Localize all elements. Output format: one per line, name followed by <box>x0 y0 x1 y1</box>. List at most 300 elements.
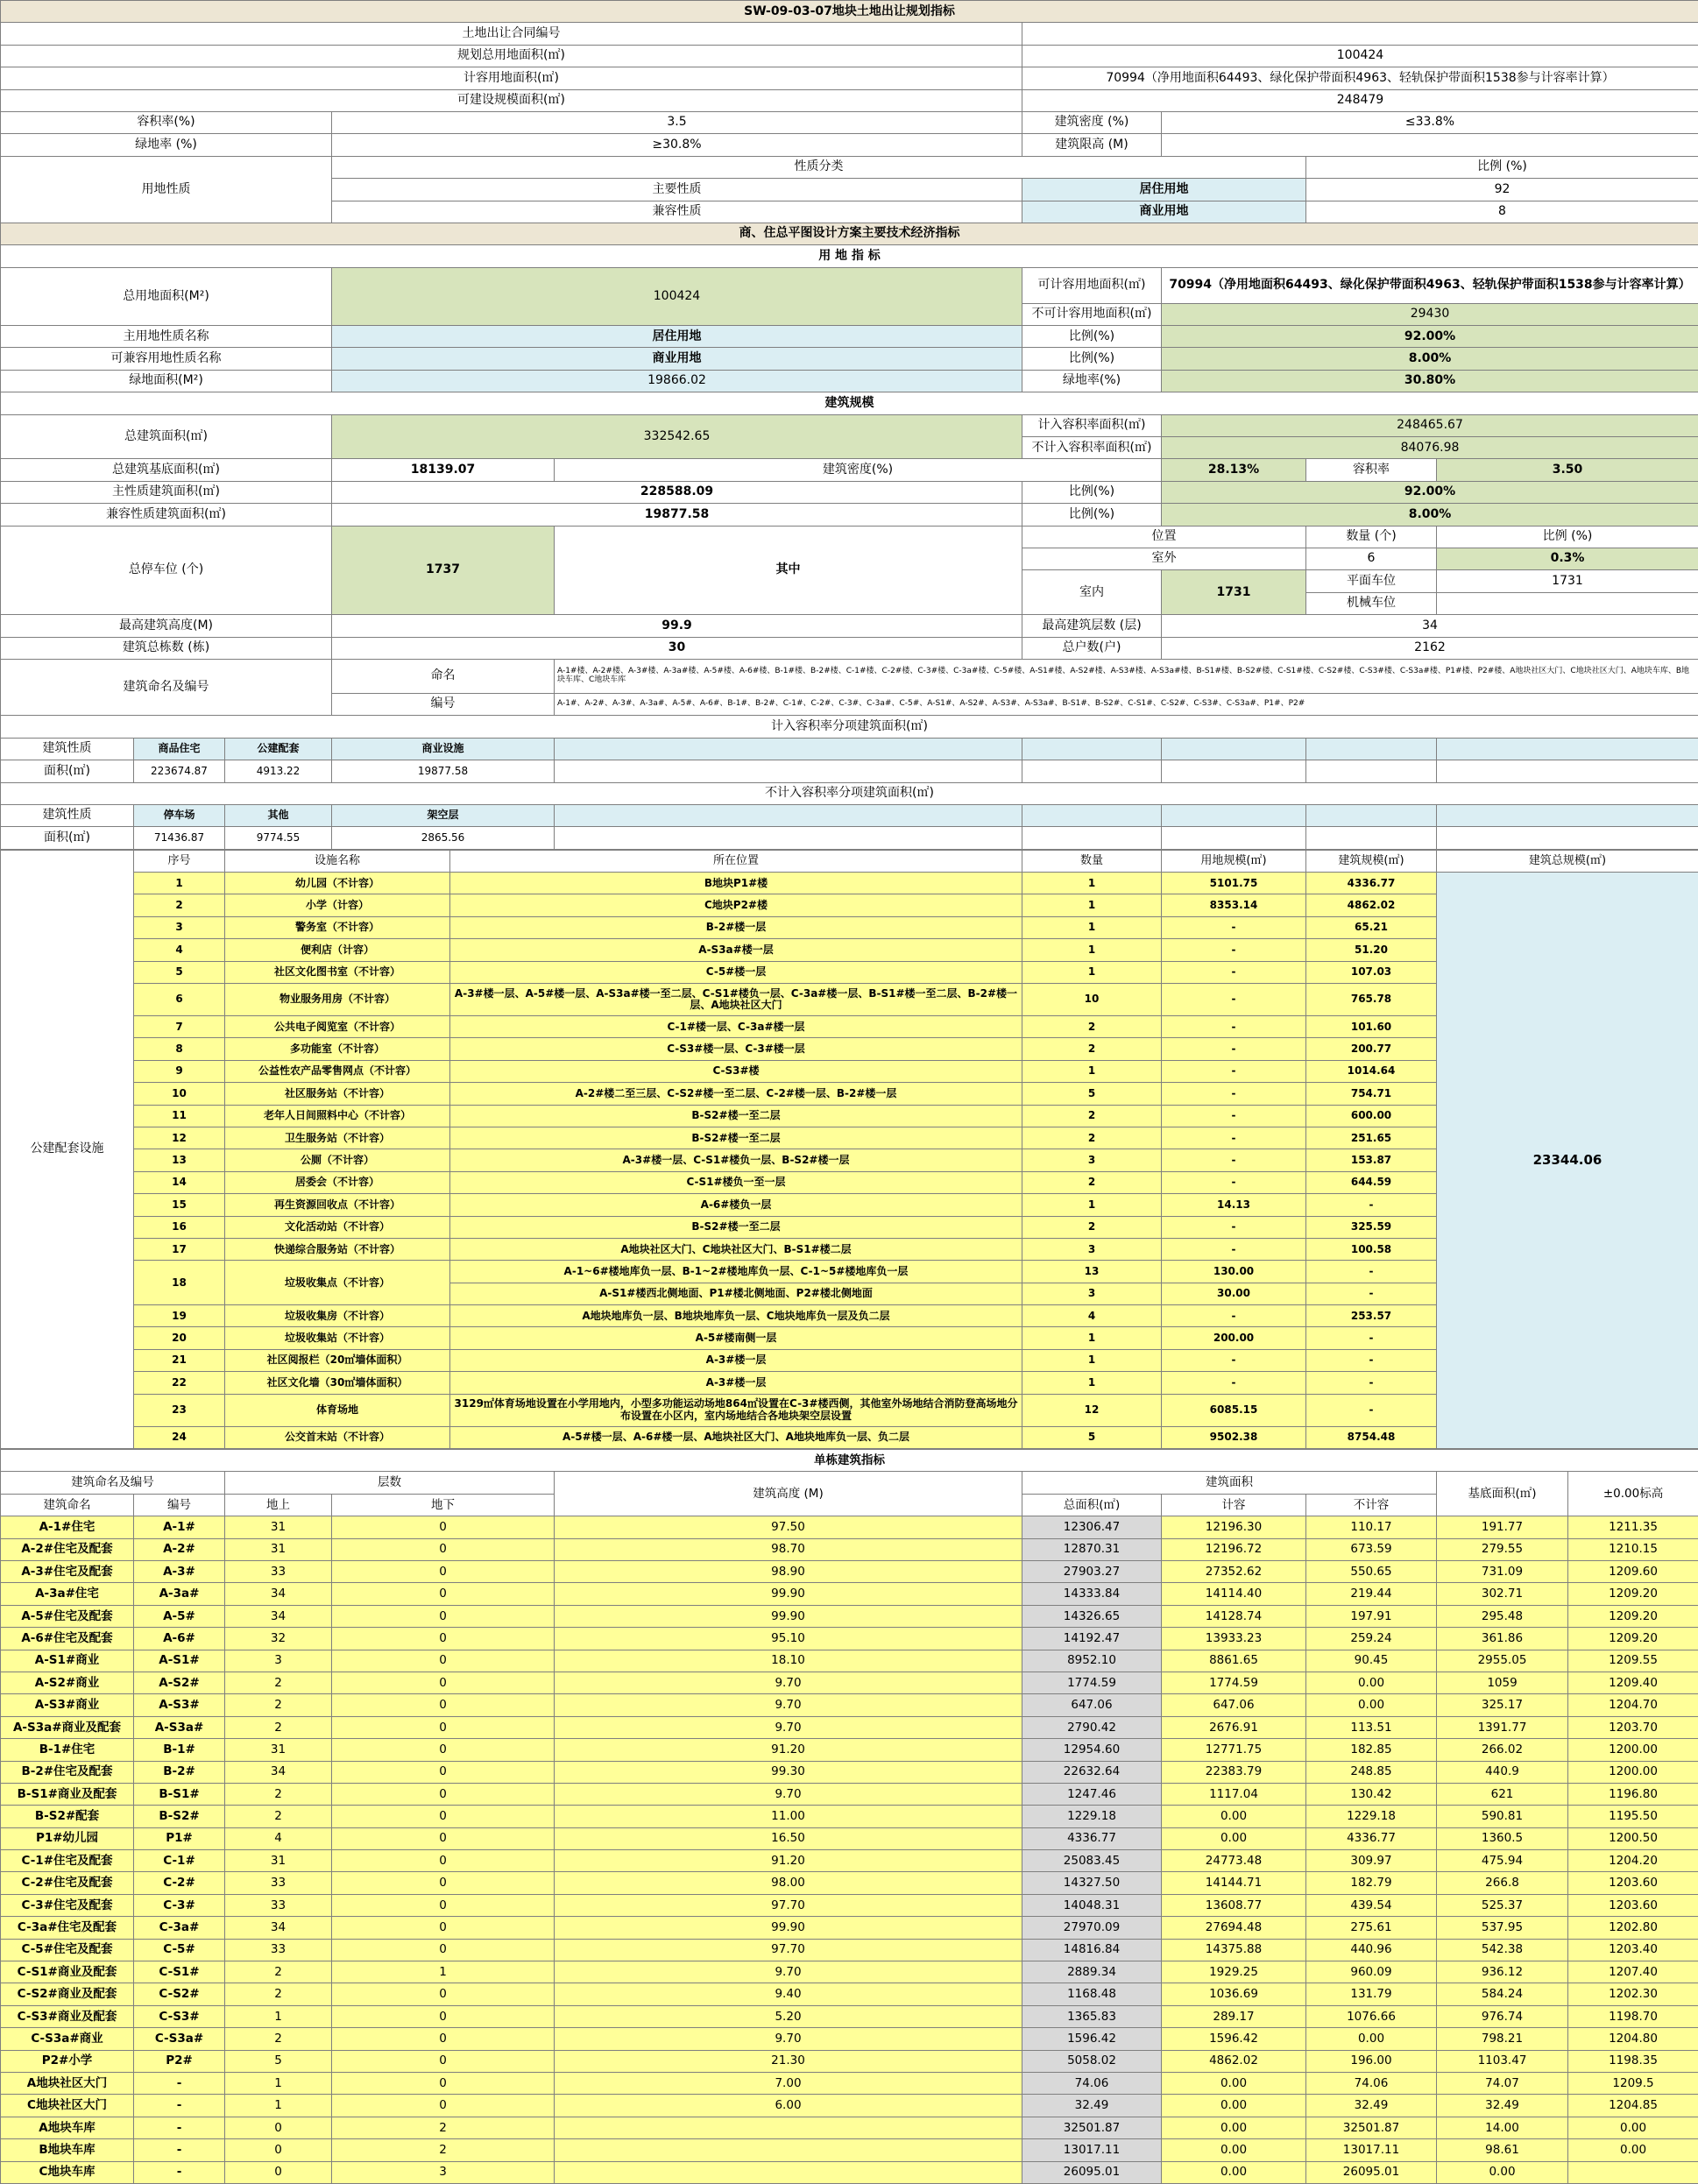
facility-no: 6 <box>134 984 225 1016</box>
building-height: 98.90 <box>555 1561 1022 1583</box>
building-name: B-2#住宅及配套 <box>1 1761 134 1783</box>
area-far: 0.00 <box>1162 1827 1306 1849</box>
base-area: 475.94 <box>1437 1850 1568 1872</box>
elevation: 1210.15 <box>1568 1538 1698 1560</box>
head-naming: 建筑命名及编号 <box>1 1472 225 1494</box>
far-area-1: 223674.87 <box>134 760 225 782</box>
facility-qty: 5 <box>1022 1426 1162 1448</box>
facility-build: 325.59 <box>1306 1216 1437 1238</box>
building-code: P1# <box>134 1827 225 1849</box>
building-row <box>1 1583 1698 1605</box>
floors-below: 0 <box>332 2050 555 2072</box>
base-area: 191.77 <box>1437 1516 1568 1538</box>
facility-qty: 1 <box>1022 1194 1162 1216</box>
area-far: 1036.69 <box>1162 1983 1306 2005</box>
building-name: A-S3a#商业及配套 <box>1 1716 134 1738</box>
main-build-ratio: 92.00% <box>1162 481 1698 503</box>
green-area-value: 19866.02 <box>332 370 1022 392</box>
area-total: 5058.02 <box>1022 2050 1162 2072</box>
nonfar-type-1: 停车场 <box>134 804 225 826</box>
building-height: 18.10 <box>555 1650 1022 1672</box>
area-far: 1117.04 <box>1162 1783 1306 1805</box>
floors-below: 0 <box>332 1894 555 1916</box>
among-label: 其中 <box>555 526 1022 615</box>
buildings-header-row <box>1 1472 1698 1494</box>
elevation: 1200.00 <box>1568 1739 1698 1761</box>
area-total: 1596.42 <box>1022 2028 1162 2050</box>
contract-label: 土地出让合同编号 <box>1 23 1022 45</box>
area-total: 12306.47 <box>1022 1516 1162 1538</box>
building-code: A-3# <box>134 1561 225 1583</box>
facility-no: 10 <box>134 1083 225 1105</box>
base-area: 1391.77 <box>1437 1716 1568 1738</box>
area-total: 22632.64 <box>1022 1761 1162 1783</box>
area-total: 1774.59 <box>1022 1672 1162 1693</box>
main-label: 主要性质 <box>332 179 1022 201</box>
floors-below: 0 <box>332 1783 555 1805</box>
area-total: 26095.01 <box>1022 2161 1162 2183</box>
floors-above: 3 <box>225 1650 332 1672</box>
floors-below: 0 <box>332 1538 555 1560</box>
green-label: 绿地率 (%) <box>1 134 332 156</box>
flat-label: 平面车位 <box>1306 570 1437 592</box>
nonfar-build-label: 不计入容积率面积(㎡) <box>1022 437 1162 459</box>
facility-land: - <box>1162 1349 1306 1371</box>
facility-name: 小学（计容） <box>225 894 450 916</box>
building-code: - <box>134 2161 225 2183</box>
compat-build-ratio: 8.00% <box>1162 504 1698 526</box>
facility-location: C-S1#楼负一至一层 <box>450 1171 1022 1193</box>
area-total: 32501.87 <box>1022 2117 1162 2138</box>
building-row <box>1 1716 1698 1738</box>
base-area: 542.38 <box>1437 1939 1568 1961</box>
floors-above: 31 <box>225 1516 332 1538</box>
facilities-header-row <box>1 850 1698 872</box>
area-total: 14326.65 <box>1022 1605 1162 1627</box>
elevation: 1204.70 <box>1568 1694 1698 1716</box>
compat-build-value: 19877.58 <box>332 504 1022 526</box>
base-area: 266.8 <box>1437 1872 1568 1894</box>
facility-qty: 2 <box>1022 1216 1162 1238</box>
total-build-label: 总建筑面积(㎡) <box>1 414 332 459</box>
main-use-ratio-label: 比例(%) <box>1022 326 1162 348</box>
building-row <box>1 1961 1698 1983</box>
building-code: A-2# <box>134 1538 225 1560</box>
facility-location: A-3#楼一层 <box>450 1372 1022 1394</box>
facility-location: A地块社区大门、C地块社区大门、B-S1#楼二层 <box>450 1238 1022 1260</box>
building-code: B-1# <box>134 1739 225 1761</box>
facility-location: A-2#楼二至三层、C-S2#楼一至二层、C-2#楼一层、B-2#楼一层 <box>450 1083 1022 1105</box>
facility-build: 65.21 <box>1306 916 1437 938</box>
facilities-header-total: 建筑总规模(㎡) <box>1437 850 1698 872</box>
facility-name: 文化活动站（不计容） <box>225 1216 450 1238</box>
facility-build: 153.87 <box>1306 1149 1437 1171</box>
area-nonfar: 440.96 <box>1306 1939 1437 1961</box>
facility-location: C-S3#楼一层、C-3#楼一层 <box>450 1038 1022 1060</box>
floors-above: 33 <box>225 1939 332 1961</box>
main-value: 居住用地 <box>1022 179 1306 201</box>
facility-location: B-2#楼一层 <box>450 916 1022 938</box>
elevation <box>1568 2161 1698 2183</box>
elevation: 1200.00 <box>1568 1761 1698 1783</box>
base-area: 976.74 <box>1437 2005 1568 2027</box>
floors-above: 2 <box>225 1716 332 1738</box>
area-far: 0.00 <box>1162 2139 1306 2161</box>
building-height: 7.00 <box>555 2072 1022 2094</box>
building-height <box>555 2161 1022 2183</box>
area-nonfar: 32.49 <box>1306 2095 1437 2117</box>
building-row <box>1 2139 1698 2161</box>
area-total: 14327.50 <box>1022 1872 1162 1894</box>
base-area: 0.00 <box>1437 2161 1568 2183</box>
green-value: ≥30.8% <box>332 134 1022 156</box>
facility-build: 8754.48 <box>1306 1426 1437 1448</box>
building-row <box>1 1894 1698 1916</box>
building-row <box>1 2005 1698 2027</box>
pos-label: 位置 <box>1022 526 1306 548</box>
facility-build: 251.65 <box>1306 1127 1437 1149</box>
building-code: A-3a# <box>134 1583 225 1605</box>
facility-no: 9 <box>134 1060 225 1082</box>
facility-row <box>1 873 1698 894</box>
area-total: 27970.09 <box>1022 1917 1162 1939</box>
facility-qty: 10 <box>1022 984 1162 1016</box>
nonfar-area-row-label: 面积(㎡) <box>1 827 134 849</box>
base-area: 266.02 <box>1437 1739 1568 1761</box>
nonfar-split-header: 不计入容积率分项建筑面积(㎡) <box>1 782 1698 804</box>
floors-above: 34 <box>225 1605 332 1627</box>
sub-total: 总面积(㎡) <box>1022 1494 1162 1516</box>
height-label: 建筑限高 (M) <box>1022 134 1162 156</box>
facility-location: 3129㎡体育场地设置在小学用地内，小型多功能运动场地864㎡设置在C-3#楼西侧，其他室外场地结合消防登高场地分布设置在小区内，室内场地结合各地块架空层设置 <box>450 1394 1022 1426</box>
floors-above: 33 <box>225 1872 332 1894</box>
elevation: 1203.60 <box>1568 1894 1698 1916</box>
land-indicators-title: SW-09-03-07地块土地出让规划指标 <box>1 1 1698 23</box>
green-area-label: 绿地面积(M²) <box>1 370 332 392</box>
facility-land: 200.00 <box>1162 1327 1306 1349</box>
building-height: 9.40 <box>555 1983 1022 2005</box>
facility-name: 垃圾收集点（不计容） <box>225 1261 450 1305</box>
sub-far: 计容 <box>1162 1494 1306 1516</box>
far-land-label: 可计容用地面积(㎡) <box>1022 267 1162 303</box>
outdoor-ratio: 0.3% <box>1437 548 1698 569</box>
building-height: 11.00 <box>555 1806 1022 1827</box>
facility-build: 754.71 <box>1306 1083 1437 1105</box>
building-height: 9.70 <box>555 1716 1022 1738</box>
facilities-header-build: 建筑规模(㎡) <box>1306 850 1437 872</box>
elevation: 1203.40 <box>1568 1939 1698 1961</box>
area-far: 0.00 <box>1162 1806 1306 1827</box>
building-code: C-3a# <box>134 1917 225 1939</box>
building-code: A-6# <box>134 1628 225 1650</box>
facility-location: A-3#楼一层 <box>450 1349 1022 1371</box>
main-use-value: 居住用地 <box>332 326 1022 348</box>
building-height: 95.10 <box>555 1628 1022 1650</box>
facility-build: 4336.77 <box>1306 873 1437 894</box>
floors-above: 33 <box>225 1561 332 1583</box>
head-area: 建筑面积 <box>1022 1472 1437 1494</box>
facility-no: 22 <box>134 1372 225 1394</box>
far-area-label: 计容用地面积(㎡) <box>1 67 1022 89</box>
far-build-label: 计入容积率面积(㎡) <box>1022 414 1162 436</box>
outdoor-qty: 6 <box>1306 548 1437 569</box>
building-code: C-S2# <box>134 1983 225 2005</box>
building-row <box>1 2050 1698 2072</box>
facility-no: 3 <box>134 916 225 938</box>
area-far: 2676.91 <box>1162 1716 1306 1738</box>
building-code: C-S3a# <box>134 2028 225 2050</box>
facility-build: 200.77 <box>1306 1038 1437 1060</box>
facility-land: - <box>1162 1372 1306 1394</box>
area-far: 27694.48 <box>1162 1917 1306 1939</box>
area-total: 13017.11 <box>1022 2139 1162 2161</box>
floors-below: 0 <box>332 1739 555 1761</box>
building-name: A-3a#住宅 <box>1 1583 134 1605</box>
floors-below: 0 <box>332 2028 555 2050</box>
floors-above: 2 <box>225 1672 332 1693</box>
area-nonfar: 550.65 <box>1306 1561 1437 1583</box>
facility-name: 物业服务用房（不计容） <box>225 984 450 1016</box>
area-total: 1247.46 <box>1022 1783 1162 1805</box>
floors-above: 2 <box>225 1983 332 2005</box>
qty-label: 数量 (个) <box>1306 526 1437 548</box>
area-total: 8952.10 <box>1022 1650 1162 1672</box>
facility-name: 老年人日间照料中心（不计容） <box>225 1105 450 1127</box>
density-label: 建筑密度 (%) <box>1022 111 1162 133</box>
facility-qty: 2 <box>1022 1171 1162 1193</box>
area-far: 0.00 <box>1162 2117 1306 2138</box>
facility-build: 644.59 <box>1306 1171 1437 1193</box>
far-nature-label: 建筑性质 <box>1 738 134 760</box>
area-nonfar: 131.79 <box>1306 1983 1437 2005</box>
building-row <box>1 1983 1698 2005</box>
building-row <box>1 1917 1698 1939</box>
base-area: 1360.5 <box>1437 1827 1568 1849</box>
floors-above: 31 <box>225 1850 332 1872</box>
area-total: 14333.84 <box>1022 1583 1162 1605</box>
building-height: 16.50 <box>555 1827 1022 1849</box>
ratio2-label: 比例 (%) <box>1437 526 1698 548</box>
parking-label: 总停车位 (个) <box>1 526 332 615</box>
facility-location: A-S3a#楼一层 <box>450 939 1022 961</box>
building-code: B-S2# <box>134 1806 225 1827</box>
facility-land: - <box>1162 1105 1306 1127</box>
far-build-value: 248465.67 <box>1162 414 1698 436</box>
far-land-value: 70994（净用地面积64493、绿化保护带面积4963、轻轨保护带面积1538参与计容率计算） <box>1162 267 1698 303</box>
facility-name: 再生资源回收点（不计容） <box>225 1194 450 1216</box>
building-height: 9.70 <box>555 2028 1022 2050</box>
facility-build: 100.58 <box>1306 1238 1437 1260</box>
name-value: A-1#楼、A-2#楼、A-3#楼、A-3a#楼、A-5#楼、A-6#楼、B-1#楼、B-2#楼、C-1#楼、C-2#楼、C-3#楼、C-3a#楼、C-5#楼、A-S1#楼、A-S2#楼、A-S3#楼、A-S3a#楼、B-S1#楼、B-S2#楼、C-S1#楼、C-S2#楼、C-S3#楼、C-S3a#楼、P1#楼、P2#楼、A地块社区大门、C地块社区大门、A地块车库、B地块车库、C地块车库 <box>555 659 1698 693</box>
green-rate-value: 30.80% <box>1162 370 1698 392</box>
building-row <box>1 1628 1698 1650</box>
facility-qty: 1 <box>1022 894 1162 916</box>
facility-land: - <box>1162 1149 1306 1171</box>
building-row <box>1 2161 1698 2183</box>
sub-code: 编号 <box>134 1494 225 1516</box>
floors-above: 5 <box>225 2050 332 2072</box>
building-height: 6.00 <box>555 2095 1022 2117</box>
base-area: 361.86 <box>1437 1628 1568 1650</box>
floors-above: 34 <box>225 1917 332 1939</box>
building-code: C-1# <box>134 1850 225 1872</box>
facility-location: A-5#楼一层、A-6#楼一层、A地块社区大门、A地块地库负一层、负二层 <box>450 1426 1022 1448</box>
facility-name: 卫生服务站（不计容） <box>225 1127 450 1149</box>
elevation: 1200.50 <box>1568 1827 1698 1849</box>
nonfar-nature-label: 建筑性质 <box>1 804 134 826</box>
building-height: 97.70 <box>555 1939 1022 1961</box>
building-code: C-2# <box>134 1872 225 1894</box>
elevation: 1209.20 <box>1568 1628 1698 1650</box>
building-name: A-S3#商业 <box>1 1694 134 1716</box>
area-far: 1596.42 <box>1162 2028 1306 2050</box>
building-code: C-3# <box>134 1894 225 1916</box>
elevation: 1202.80 <box>1568 1917 1698 1939</box>
elevation: 1202.30 <box>1568 1983 1698 2005</box>
floors-below: 0 <box>332 1806 555 1827</box>
area-total: 1365.83 <box>1022 2005 1162 2027</box>
building-height: 21.30 <box>555 2050 1022 2072</box>
building-height: 99.90 <box>555 1583 1022 1605</box>
building-name: P2#小学 <box>1 2050 134 2072</box>
building-height: 9.70 <box>555 1783 1022 1805</box>
building-code: B-S1# <box>134 1783 225 1805</box>
total-area-label: 规划总用地面积(㎡) <box>1 45 1022 67</box>
facility-build: - <box>1306 1372 1437 1394</box>
facility-qty: 2 <box>1022 1038 1162 1060</box>
facility-name: 垃圾收集房（不计容） <box>225 1305 450 1327</box>
elevation: 1211.35 <box>1568 1516 1698 1538</box>
far-area-3: 19877.58 <box>332 760 555 782</box>
floors-above: 0 <box>225 2139 332 2161</box>
facility-location: A-1~6#楼地库负一层、B-1~2#楼地库负一层、C-1~5#楼地库负一层 <box>450 1261 1022 1283</box>
building-row <box>1 1694 1698 1716</box>
facility-no: 7 <box>134 1016 225 1038</box>
facility-qty: 1 <box>1022 916 1162 938</box>
facility-no: 21 <box>134 1349 225 1371</box>
facility-location: C-S3#楼 <box>450 1060 1022 1082</box>
area-far: 12771.75 <box>1162 1739 1306 1761</box>
building-row <box>1 1516 1698 1538</box>
floors-above: 2 <box>225 1783 332 1805</box>
building-row <box>1 1872 1698 1894</box>
facility-land: 8353.14 <box>1162 894 1306 916</box>
mech-qty <box>1437 592 1698 614</box>
elevation: 1195.50 <box>1568 1806 1698 1827</box>
building-code: - <box>134 2117 225 2138</box>
elevation: 1209.20 <box>1568 1583 1698 1605</box>
facility-no: 19 <box>134 1305 225 1327</box>
nonfar-build-value: 84076.98 <box>1162 437 1698 459</box>
building-height: 9.70 <box>555 1672 1022 1693</box>
buildings-table <box>0 1449 1698 2184</box>
area-far: 14114.40 <box>1162 1583 1306 1605</box>
building-height <box>555 2139 1022 2161</box>
head-floors: 层数 <box>225 1472 555 1494</box>
area-nonfar: 1229.18 <box>1306 1806 1437 1827</box>
facilities-header-no: 序号 <box>134 850 225 872</box>
floors-below: 0 <box>332 1672 555 1693</box>
elevation: 1196.80 <box>1568 1783 1698 1805</box>
build-scale-value: 248479 <box>1022 89 1698 111</box>
base-area: 584.24 <box>1437 1983 1568 2005</box>
building-code: - <box>134 2139 225 2161</box>
building-name: C-2#住宅及配套 <box>1 1872 134 1894</box>
far-value: 3.5 <box>332 111 1022 133</box>
sub-nonfar: 不计容 <box>1306 1494 1437 1516</box>
elevation: 1198.70 <box>1568 2005 1698 2027</box>
facility-qty: 1 <box>1022 939 1162 961</box>
floors-above: 34 <box>225 1583 332 1605</box>
area-nonfar: 0.00 <box>1306 1672 1437 1693</box>
facility-location: B-S2#楼一至二层 <box>450 1105 1022 1127</box>
elevation: 1198.35 <box>1568 2050 1698 2072</box>
building-name: A-6#住宅及配套 <box>1 1628 134 1650</box>
facility-qty: 13 <box>1022 1261 1162 1283</box>
elevation: 0.00 <box>1568 2117 1698 2138</box>
building-row <box>1 1561 1698 1583</box>
building-name: C-S1#商业及配套 <box>1 1961 134 1983</box>
outdoor-label: 室外 <box>1022 548 1306 569</box>
area-total: 1168.48 <box>1022 1983 1162 2005</box>
floors-above: 0 <box>225 2117 332 2138</box>
area-nonfar: 259.24 <box>1306 1628 1437 1650</box>
floors-below: 0 <box>332 1583 555 1605</box>
floors-below: 0 <box>332 2005 555 2027</box>
height-value <box>1162 134 1698 156</box>
far-area-row-label: 面积(㎡) <box>1 760 134 782</box>
facility-land: 6085.15 <box>1162 1394 1306 1426</box>
area-nonfar: 113.51 <box>1306 1716 1437 1738</box>
facility-no: 13 <box>134 1149 225 1171</box>
contract-value <box>1022 23 1698 45</box>
buildings-title: 单栋建筑指标 <box>1 1450 1698 1472</box>
nonfar-area-2: 9774.55 <box>225 827 332 849</box>
elevation: 1209.5 <box>1568 2072 1698 2094</box>
area-far: 12196.72 <box>1162 1538 1306 1560</box>
facility-name: 多功能室（不计容） <box>225 1038 450 1060</box>
facilities-header-land: 用地规模(㎡) <box>1162 850 1306 872</box>
building-code: P2# <box>134 2050 225 2072</box>
area-nonfar: 110.17 <box>1306 1516 1437 1538</box>
compat-label: 兼容性质 <box>332 201 1022 223</box>
facility-name: 快递综合服务站（不计容） <box>225 1238 450 1260</box>
floors-below: 0 <box>332 1827 555 1849</box>
floors-below: 0 <box>332 1650 555 1672</box>
area-nonfar: 0.00 <box>1306 2028 1437 2050</box>
area-total: 647.06 <box>1022 1694 1162 1716</box>
building-name: C-1#住宅及配套 <box>1 1850 134 1872</box>
facility-no: 18 <box>134 1261 225 1305</box>
building-name: P1#幼儿园 <box>1 1827 134 1849</box>
building-code: A-S3# <box>134 1694 225 1716</box>
facility-no: 12 <box>134 1127 225 1149</box>
area-nonfar: 196.00 <box>1306 2050 1437 2072</box>
facility-location: A-6#楼负一层 <box>450 1194 1022 1216</box>
area-far: 0.00 <box>1162 2161 1306 2183</box>
area-far: 14144.71 <box>1162 1872 1306 1894</box>
floors-above: 33 <box>225 1894 332 1916</box>
area-nonfar: 26095.01 <box>1306 2161 1437 2183</box>
facility-build: 51.20 <box>1306 939 1437 961</box>
area-far: 647.06 <box>1162 1694 1306 1716</box>
building-row <box>1 2117 1698 2138</box>
building-name: C地块社区大门 <box>1 2095 134 2117</box>
facility-location: A-3#楼一层、A-5#楼一层、A-S3a#楼一至二层、C-S1#楼负一层、C-3a#楼一层、B-S1#楼一至二层、B-2#楼一层、A地块社区大门 <box>450 984 1022 1016</box>
floors-above: 31 <box>225 1538 332 1560</box>
floors-below: 2 <box>332 2139 555 2161</box>
area-far: 22383.79 <box>1162 1761 1306 1783</box>
